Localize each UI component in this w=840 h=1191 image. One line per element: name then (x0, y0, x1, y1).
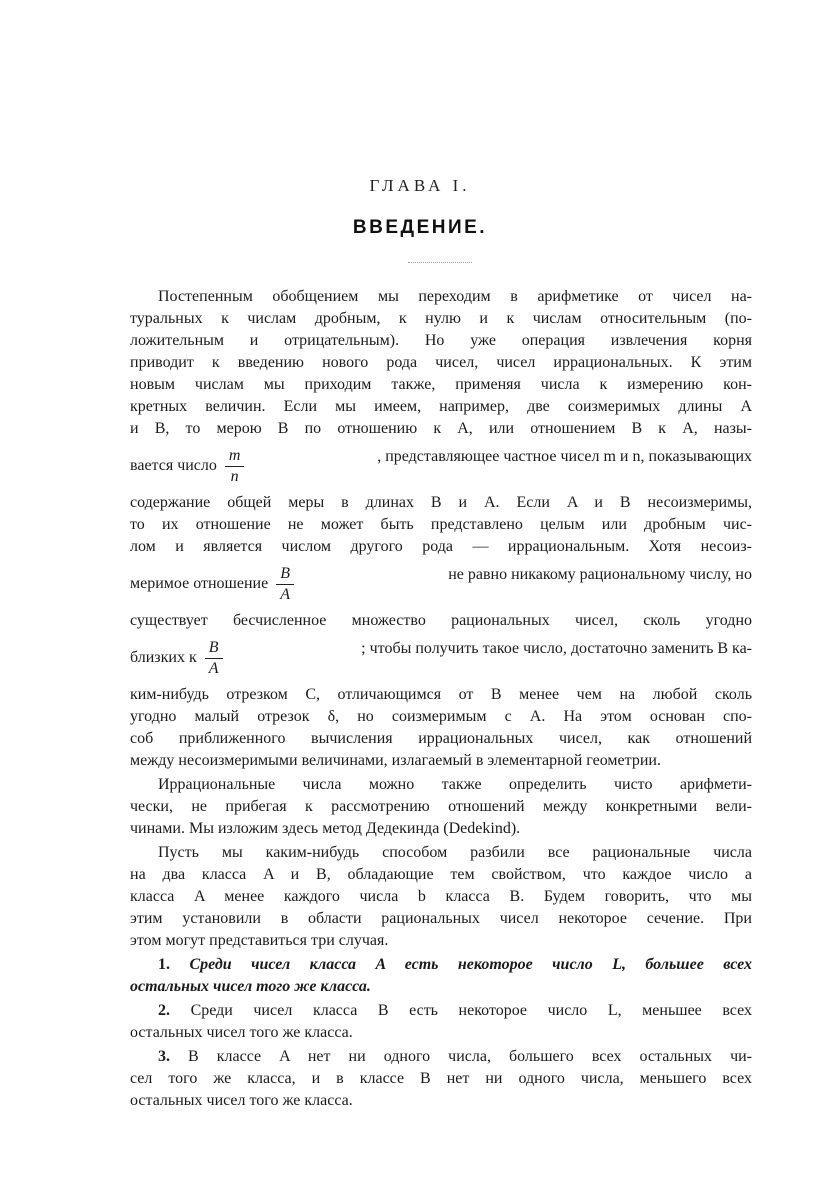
case-2-line (158, 1000, 752, 1022)
text-line: соб приближенного вычисления иррациональных чисел, как отношений (130, 730, 752, 747)
text-line: класса A менее каждого числа b класса B. Будем говорить, что мы (130, 888, 752, 905)
chapter-title: ВВЕДЕНИЕ. (352, 217, 488, 238)
fraction-denominator: A (208, 659, 219, 677)
text-line: существует бесчисленное множество рациональных чисел, сколь угодно (130, 612, 752, 629)
text-line: ким-нибудь отрезком C, отличающимся от B менее чем на любой сколь (130, 686, 752, 703)
text-line: этом могут представиться три случая. (130, 932, 389, 949)
text-segment: , представляющее частное чисел m и n, показывающих (377, 447, 752, 465)
chapter-label: ГЛАВА I. (369, 176, 471, 195)
text-line: приводит к введению нового рода чисел, чисел иррациональных. К этим (130, 354, 752, 371)
text-line: содержание общей меры в длинах B и A. Если A и B несоизмеримы, (130, 494, 752, 511)
text-line: туральных к числам дробным, к нулю и к числам относительным (по- (130, 310, 752, 327)
text-line: Иррациональные числа можно также определить чисто арифмети- (158, 776, 752, 793)
case-number: 3. (158, 1048, 170, 1065)
text-line: между несоизмеримыми величинами, излагаемый в элементарной геометрии. (130, 752, 661, 769)
case-3-text: В классе A нет ни одного числа, большего всех остальных чи- (188, 1048, 752, 1065)
fraction-numerator: B (276, 564, 294, 585)
text-line: остальных чисел того же класса. (130, 1092, 353, 1109)
fraction-line-m-over-n (130, 440, 752, 492)
text-line: и B, то мерою B по отношению к A, или отношением B к A, назы- (130, 420, 752, 437)
text-line: новым числам мы приходим также, применяя числа к измерению кон- (130, 376, 752, 393)
text-segment: близких к (130, 649, 197, 666)
text-line: Постепенным обобщением мы переходим в арифметике от чисел на- (158, 288, 752, 305)
text-line: Пусть мы каким-нибудь способом разбили все рациональные числа (158, 844, 752, 861)
fraction-denominator: A (280, 585, 290, 603)
text-line: на два класса A и B, обладающие тем свойством, что каждое число a (130, 866, 752, 883)
text-line: остальных чисел того же класса. (130, 1024, 353, 1041)
fraction-b-over-a (205, 638, 223, 679)
text-line: этим установили в области рациональных чисел некоторое сечение. При (130, 910, 752, 927)
case-3-line (158, 1046, 752, 1068)
text-line: чинами. Мы изложим здесь метод Дедекинда (Dedekind). (130, 820, 521, 837)
case-1-text: Среди чисел класса A есть некоторое число L, большее всех (189, 956, 752, 973)
case-number: 2. (158, 1002, 170, 1019)
text-line: ложительным и отрицательным). Но уже операция извлечения корня (130, 332, 752, 349)
text-line: лом и является числом другого рода — иррациональным. Хотя несоиз- (130, 538, 752, 555)
text-line (130, 976, 752, 998)
case-2-text: Среди чисел класса B есть некоторое число L, меньшее всех (190, 1002, 752, 1019)
case-1-line (158, 954, 752, 976)
title-ornament-divider (408, 262, 472, 263)
text-line: чески, не прибегая к рассмотрению отношений между конкретными вели- (130, 798, 752, 815)
text-segment: ; чтобы получить такое число, достаточно заменить B ка- (361, 639, 752, 657)
text-line: угодно малый отрезок δ, но соизмеримым с A. На этом основан спо- (130, 708, 752, 725)
fraction-b-over-a (276, 564, 294, 605)
fraction-denominator: n (230, 467, 239, 485)
text-line: то их отношение не может быть представлено целым или дробным чис- (130, 516, 752, 533)
text-line: кретных величин. Если мы имеем, например, две соизмеримых длины A (130, 398, 752, 415)
text-segment: не равно никакому рациональному числу, но (448, 565, 752, 583)
fraction-numerator: m (225, 446, 245, 467)
fraction-numerator: B (205, 638, 223, 659)
case-1-continuation: остальных чисел того же класса. (130, 978, 371, 995)
text-segment: вается число (130, 457, 217, 474)
fraction-m-over-n (225, 446, 245, 487)
fraction-line-b-over-a-2 (130, 632, 752, 684)
text-segment: меримое отношение (130, 575, 269, 592)
fraction-line-b-over-a (130, 558, 752, 610)
text-line: сел того же класса, и в классе B нет ни одного числа, меньшего всех (130, 1070, 752, 1087)
case-number: 1. (158, 956, 170, 973)
